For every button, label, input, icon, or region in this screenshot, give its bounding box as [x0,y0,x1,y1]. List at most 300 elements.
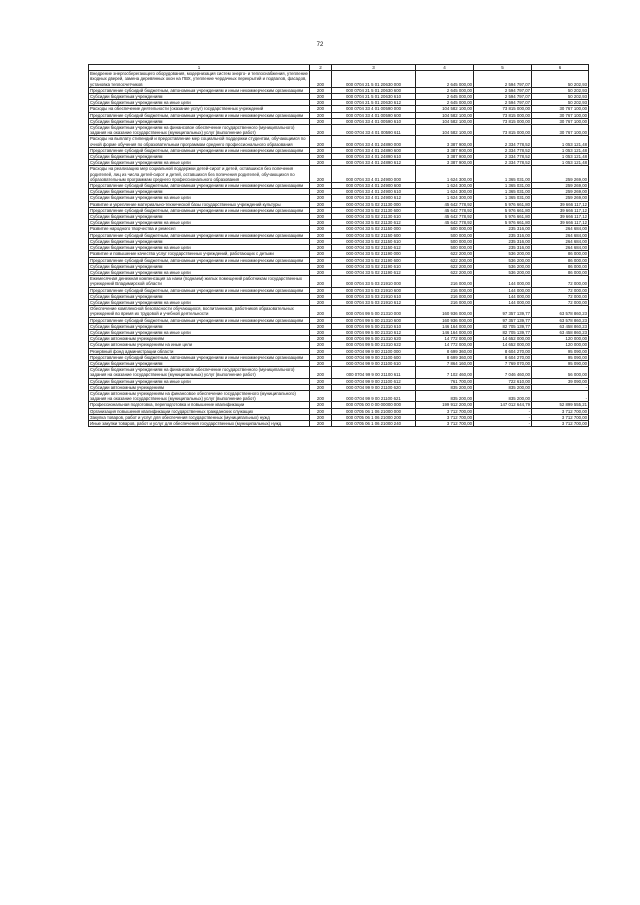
row-description: Расходы на реализацию мер социальной поддержки детей-сирот и детей, оставшихся без попечения родителей, лиц из числа детей-сирот и детей, оставшихся без попечения родителей, обучающихся по образовательным программам среднего профессионального образования [89,166,310,183]
row-unexecuted-amount: 264 684,00 [532,232,589,238]
row-code: 200 [310,329,332,335]
row-unexecuted-amount: 30 767 100,00 [532,125,589,136]
row-executed-amount: 2 334 778,52 [474,136,532,147]
row-approved-amount: 45 642 778,92 [416,214,474,220]
row-executed-amount: 835 200,00 [474,384,532,390]
row-description: Предоставление субсидий бюджетным, автономным учреждениям и иным некоммерческим организациям [89,257,310,263]
row-approved-amount: 160 936 000,00 [416,317,474,323]
row-classification-code: 000 0704 99 9 00 21100 621 [332,390,416,401]
row-code: 200 [310,420,332,426]
row-classification-code: 000 0704 99 5 00 21310 622 [332,342,416,348]
row-classification-code: 000 0704 33 4 01 24890 610 [332,154,416,160]
row-unexecuted-amount: 39 090,00 [532,378,589,384]
row-description: Субсидии бюджетным учреждениям на иные цели [89,299,310,305]
row-description: Предоставление субсидий бюджетным, автономным учреждениям и иным некоммерческим организациям [89,112,310,118]
row-unexecuted-amount: 95 090,00 [532,348,589,354]
row-code: 200 [310,245,332,251]
row-unexecuted-amount: 264 684,00 [532,238,589,244]
row-unexecuted-amount: 63 578 860,23 [532,317,589,323]
row-code: 200 [310,207,332,213]
row-code: 200 [310,87,332,93]
row-code: 200 [310,100,332,106]
row-classification-code: 000 0704 33 5 02 21150 000 [332,226,416,232]
column-header: 4 [416,65,474,71]
row-approved-amount: 216 000,00 [416,276,474,287]
row-code: 200 [310,378,332,384]
row-description: Субсидии бюджетным учреждениям на иные цели [89,195,310,201]
row-approved-amount: 761 700,00 [416,378,474,384]
row-description: Развитие и укрепление материально-технической базы государственных учреждений культуры [89,201,310,207]
row-approved-amount: 3 387 900,00 [416,147,474,153]
row-executed-amount: 82 705 139,77 [474,323,532,329]
row-description: Субсидии автономным учреждениям на иные цели [89,342,310,348]
row-approved-amount: 1 624 300,00 [416,189,474,195]
row-description: Субсидии бюджетным учреждениям на иные цели [89,378,310,384]
page-number: 72 [316,42,324,48]
row-description: Обеспечение комплексной безопасности обучающихся, воспитанников, работников образовательных учреждений во время их трудовой и учебной деятельности [89,306,310,317]
row-code: 200 [310,408,332,414]
row-code: 200 [310,136,332,147]
row-description: Предоставление субсидий бюджетным, автономным учреждениям и иным некоммерческим организациям [89,232,310,238]
row-description: Внедрение энергосберегающего оборудования, модернизация систем энерго- и теплоснабжения, утепление входных дверей, замена деревянных окон на ПВХ, утепление чердачных перекрытий и подвалов, фасадов, установка теплосчетчиков [90,71,308,87]
row-executed-amount: 536 200,00 [474,257,532,263]
row-description: Субсидии бюджетным учреждениям [89,154,310,160]
row-approved-amount: 45 642 778,92 [416,207,474,213]
row-classification-code: 000 0704 33 5 02 21190 612 [332,269,416,275]
row-executed-amount: 7 769 070,00 [474,360,532,366]
row-description: Предоставление субсидий бюджетным, автономным учреждениям и иным некоммерческим организациям [89,354,310,360]
row-executed-amount: 97 357 139,77 [474,317,532,323]
row-approved-amount: 14 772 000,00 [416,336,474,342]
row-code: 200 [310,147,332,153]
row-description: Расходы на выплату стипендий и предоставление мер социальной поддержки студентам, обучающимся по очной форме обучения по образовательным программам среднего профессионального образования [89,136,310,147]
row-description: Субсидии бюджетным учреждениям [89,263,310,269]
row-executed-amount: - [474,408,532,414]
row-approved-amount: 216 000,00 [416,299,474,305]
row-code: 200 [310,367,332,378]
row-executed-amount: 144 000,00 [474,293,532,299]
row-description: Субсидии автономным учреждениям [89,384,310,390]
row-approved-amount: 216 000,00 [416,287,474,293]
row-description: Иные закупки товаров, работ и услуг для обеспечения государственных (муниципальных) нужд [89,420,310,426]
row-classification-code: 000 0704 99 9 00 21100 000 [332,348,416,354]
row-description: Организация повышения квалификации государственных гражданских служащих [89,408,310,414]
row-executed-amount: 73 815 000,00 [474,112,532,118]
row-approved-amount: 2 645 000,00 [416,87,474,93]
row-approved-amount: 3 712 700,00 [416,408,474,414]
row-description: Предоставление субсидий бюджетным, автономным учреждениям и иным некоммерческим организациям [89,87,310,93]
row-description: Субсидии бюджетным учреждениям [89,118,310,124]
table-row [89,390,589,401]
column-header: 1 [89,65,310,71]
row-executed-amount: 1 365 031,00 [474,183,532,189]
row-classification-code: 000 0704 33 4 01 24900 612 [332,195,416,201]
table-row [89,420,589,426]
row-approved-amount: 45 642 778,92 [416,201,474,207]
row-executed-amount: 536 200,00 [474,269,532,275]
row-approved-amount: 146 164 000,00 [416,323,474,329]
row-description: Развитие и повышение качества услуг государственных учреждений, работающих с детьми [89,251,310,257]
row-approved-amount: 500 000,00 [416,226,474,232]
row-executed-amount: 97 357 139,77 [474,306,532,317]
row-executed-amount: 1 365 031,00 [474,195,532,201]
row-classification-code: 000 0704 99 5 00 21310 610 [332,323,416,329]
row-description: Субсидии бюджетным учреждениям на финансовое обеспечение государственного (муниципального) задания на оказание государственных (муниципальных) услуг (выполнение работ) [89,367,310,378]
row-unexecuted-amount: 259 269,00 [532,189,589,195]
table-body [89,65,589,427]
row-code: 200 [310,183,332,189]
row-description: Субсидии автономным учреждениям [89,336,310,342]
row-approved-amount: 3 387 900,00 [416,136,474,147]
row-classification-code: 000 0704 33 4 01 24900 000 [332,166,416,183]
row-executed-amount: 144 000,00 [474,287,532,293]
row-code: 200 [310,336,332,342]
row-unexecuted-amount: 72 000,00 [532,299,589,305]
row-code: 200 [310,402,332,408]
row-code: 200 [310,166,332,183]
row-code: 200 [310,257,332,263]
row-approved-amount: 2 645 000,00 [416,71,474,88]
row-executed-amount: - [474,414,532,420]
row-classification-code: 000 0704 99 5 00 21310 000 [332,306,416,317]
row-executed-amount: 144 000,00 [474,299,532,305]
row-approved-amount: 500 000,00 [416,232,474,238]
row-approved-amount: 622 200,00 [416,257,474,263]
column-header: 2 [310,65,332,71]
row-description: Резервный фонд администрации области [89,348,310,354]
row-unexecuted-amount: 50 202,93 [532,71,589,88]
row-unexecuted-amount: 63 578 860,23 [532,306,589,317]
row-approved-amount: 199 912 200,00 [416,402,474,408]
row-executed-amount: 144 000,00 [474,276,532,287]
row-classification-code: 000 0704 33 4 01 00590 610 [332,118,416,124]
row-unexecuted-amount: 86 000,00 [532,257,589,263]
row-unexecuted-amount: 56 000,00 [532,367,589,378]
row-code: 200 [310,214,332,220]
row-code: 200 [310,238,332,244]
row-code: 200 [310,112,332,118]
row-code: 200 [310,323,332,329]
row-code: 200 [310,348,332,354]
row-description: Расходы на обеспечение деятельности (оказание услуг) государственных учреждений [89,106,310,112]
row-classification-code: 000 0704 99 9 00 21100 612 [332,378,416,384]
row-unexecuted-amount: 39 666 117,12 [532,220,589,226]
row-approved-amount: 104 582 100,00 [416,112,474,118]
row-classification-code: 000 0704 33 5 02 21130 610 [332,214,416,220]
row-code: 200 [310,71,332,88]
row-classification-code: 000 0704 33 5 02 21150 612 [332,245,416,251]
row-classification-code: 000 0704 33 5 03 21910 612 [332,299,416,305]
row-unexecuted-amount: 1 053 121,48 [532,136,589,147]
row-approved-amount: 1 624 300,00 [416,195,474,201]
column-header: 6 [532,65,589,71]
row-code: 200 [310,299,332,305]
row-classification-code: 000 0704 33 4 01 24890 600 [332,147,416,153]
row-approved-amount: 146 164 000,00 [416,329,474,335]
row-code: 200 [310,276,332,287]
row-approved-amount: 104 582 100,00 [416,106,474,112]
row-executed-amount: 147 012 644,79 [474,402,532,408]
row-executed-amount: 7 046 460,00 [474,367,532,378]
row-classification-code: 000 0704 33 5 03 21910 600 [332,287,416,293]
row-classification-code: 000 0704 99 5 00 21310 600 [332,317,416,323]
row-unexecuted-amount: 95 090,00 [532,354,589,360]
row-classification-code: 000 0704 33 4 01 24890 612 [332,160,416,166]
row-code: 200 [310,384,332,390]
row-executed-amount: 73 815 000,00 [474,118,532,124]
row-approved-amount: 3 712 700,00 [416,414,474,420]
row-unexecuted-amount: 72 000,00 [532,287,589,293]
row-executed-amount: 5 976 661,80 [474,207,532,213]
row-description: Субсидии автономным учреждениям на финансовое обеспечение государственного (муниципального) задания на оказание государственных (муниципальных) услуг (выполнение работ) [89,390,310,401]
row-executed-amount: 14 652 000,00 [474,342,532,348]
row-executed-amount: 2 594 797,07 [474,100,532,106]
row-unexecuted-amount: 72 000,00 [532,276,589,287]
row-unexecuted-amount: 3 712 700,00 [532,414,589,420]
row-code: 200 [310,106,332,112]
row-unexecuted-amount: 39 666 117,12 [532,201,589,207]
row-code: 200 [310,201,332,207]
row-executed-amount: 2 334 778,52 [474,154,532,160]
row-unexecuted-amount: 120 000,00 [532,342,589,348]
row-classification-code: 000 0704 33 5 03 21910 610 [332,293,416,299]
row-description: Предоставление субсидий бюджетным, автономным учреждениям и иным некоммерческим организациям [89,183,310,189]
row-unexecuted-amount: 86 000,00 [532,263,589,269]
row-executed-amount: 73 815 000,00 [474,125,532,136]
row-code: 200 [310,390,332,401]
column-header: 3 [332,65,416,71]
row-executed-amount: 5 976 661,80 [474,201,532,207]
row-code: 200 [310,287,332,293]
table-row [89,276,589,287]
row-code: 200 [310,118,332,124]
row-unexecuted-amount: 1 053 121,48 [532,154,589,160]
row-unexecuted-amount: 86 000,00 [532,251,589,257]
row-code: 200 [310,414,332,420]
row-executed-amount: 536 200,00 [474,251,532,257]
row-description: Профессиональная подготовка, переподготовка и повышение квалификации [89,402,310,408]
row-description: Субсидии бюджетным учреждениям на иные цели [89,160,310,166]
row-approved-amount: 3 712 700,00 [416,420,474,426]
row-classification-code: 000 0704 21 5 01 20630 600 [332,87,416,93]
row-code: 200 [310,342,332,348]
row-approved-amount: 622 200,00 [416,263,474,269]
row-classification-code: 000 0704 33 4 01 24900 610 [332,189,416,195]
row-description: Субсидии бюджетным учреждениям [89,293,310,299]
row-approved-amount: 835 200,00 [416,390,474,401]
row-code: 200 [310,263,332,269]
row-description: Субсидии бюджетным учреждениям [89,189,310,195]
row-description: Развитие народного творчества и ремесел [89,226,310,232]
row-classification-code: 000 0704 99 9 00 21100 600 [332,354,416,360]
row-executed-amount: 73 815 000,00 [474,106,532,112]
row-unexecuted-amount: 52 899 555,21 [532,402,589,408]
row-approved-amount: 1 624 300,00 [416,166,474,183]
row-approved-amount: 104 582 100,00 [416,118,474,124]
row-executed-amount: 82 705 139,77 [474,329,532,335]
row-executed-amount: 5 976 661,80 [474,214,532,220]
row-executed-amount: 2 334 778,52 [474,147,532,153]
row-approved-amount: 7 102 460,00 [416,367,474,378]
row-code: 200 [310,226,332,232]
row-code: 200 [310,195,332,201]
row-unexecuted-amount: 39 666 117,12 [532,207,589,213]
row-approved-amount: 622 200,00 [416,269,474,275]
row-executed-amount: 235 316,00 [474,226,532,232]
row-classification-code: 000 0704 21 5 01 20630 000 [332,71,416,88]
row-unexecuted-amount: 30 767 100,00 [532,112,589,118]
row-code: 200 [310,293,332,299]
row-classification-code: 000 0704 33 4 01 00590 600 [332,112,416,118]
row-unexecuted-amount: 95 090,00 [532,360,589,366]
row-unexecuted-amount: 1 053 121,48 [532,160,589,166]
row-approved-amount: 500 000,00 [416,238,474,244]
table-row [89,125,589,136]
row-approved-amount: 500 000,00 [416,245,474,251]
row-description: Субсидии бюджетным учреждениям на иные цели [89,329,310,335]
row-classification-code: 000 0704 99 9 00 21100 611 [332,367,416,378]
row-executed-amount: 2 594 797,07 [474,94,532,100]
table-row [89,367,589,378]
row-classification-code: 000 0705 06 1 06 21000 240 [332,420,416,426]
row-executed-amount: 2 594 797,07 [474,87,532,93]
row-description: Субсидии бюджетным учреждениям [89,323,310,329]
row-approved-amount: 3 387 900,00 [416,154,474,160]
row-approved-amount: 2 645 000,00 [416,100,474,106]
row-classification-code: 000 0704 21 5 01 20630 612 [332,100,416,106]
row-executed-amount: 1 365 031,00 [474,189,532,195]
row-code: 200 [310,269,332,275]
row-executed-amount: 8 604 270,00 [474,354,532,360]
row-approved-amount: 1 624 300,00 [416,183,474,189]
row-code: 200 [310,317,332,323]
row-unexecuted-amount: 50 202,93 [532,87,589,93]
row-executed-amount: 722 610,00 [474,378,532,384]
row-code: 200 [310,232,332,238]
row-classification-code: 000 0704 33 4 01 24900 600 [332,183,416,189]
row-code: 200 [310,189,332,195]
row-description: Субсидии бюджетным учреждениям [89,214,310,220]
row-classification-code: 000 0705 06 1 06 21000 200 [332,414,416,420]
row-unexecuted-amount: 63 458 860,23 [532,329,589,335]
row-approved-amount: 14 772 000,00 [416,342,474,348]
row-unexecuted-amount: 120 000,00 [532,336,589,342]
row-classification-code: 000 0704 33 4 01 24890 000 [332,136,416,147]
row-description: Предоставление субсидий бюджетным, автономным учреждениям и иным некоммерческим организациям [89,147,310,153]
row-executed-amount: 5 976 661,80 [474,220,532,226]
row-approved-amount: 104 582 100,00 [416,125,474,136]
row-unexecuted-amount: - [532,384,589,390]
row-description: Субсидии бюджетным учреждениям [89,360,310,366]
row-description: Субсидии бюджетным учреждениям на иные цели [89,220,310,226]
budget-table [88,64,589,427]
row-classification-code: 000 0704 33 5 02 21150 600 [332,232,416,238]
row-executed-amount: 2 334 778,52 [474,160,532,166]
row-classification-code: 000 0705 00 0 00 00000 000 [332,402,416,408]
row-classification-code: 000 0704 99 5 00 21310 612 [332,329,416,335]
row-description: Субсидии бюджетным учреждениям на иные цели [89,100,310,106]
row-unexecuted-amount: 259 269,00 [532,195,589,201]
row-code: 200 [310,220,332,226]
row-unexecuted-amount: 259 269,00 [532,183,589,189]
row-description: Закупка товаров, работ и услуг для обеспечения государственных (муниципальных) нужд [89,414,310,420]
row-code: 200 [310,125,332,136]
row-description: Субсидии бюджетным учреждениям на иные цели [89,269,310,275]
row-description: Предоставление субсидий бюджетным, автономным учреждениям и иным некоммерческим организациям [89,287,310,293]
row-approved-amount: 8 699 360,00 [416,348,474,354]
table-row [89,306,589,317]
row-approved-amount: 835 200,00 [416,384,474,390]
row-classification-code: 000 0704 21 5 01 20630 610 [332,94,416,100]
row-executed-amount: 235 316,00 [474,232,532,238]
row-unexecuted-amount: 264 684,00 [532,226,589,232]
row-unexecuted-amount: 72 000,00 [532,293,589,299]
row-unexecuted-amount: 3 712 700,00 [532,408,589,414]
row-unexecuted-amount: 39 666 117,12 [532,214,589,220]
row-executed-amount: 2 594 797,07 [474,71,532,88]
row-executed-amount: 536 200,00 [474,263,532,269]
row-executed-amount: 835 200,00 [474,390,532,401]
row-code: 200 [310,360,332,366]
row-description: Субсидии бюджетным учреждениям [89,238,310,244]
row-code: 200 [310,154,332,160]
row-approved-amount: 216 000,00 [416,293,474,299]
row-unexecuted-amount: - [532,390,589,401]
row-executed-amount: 14 652 000,00 [474,336,532,342]
row-code: 200 [310,94,332,100]
row-classification-code: 000 0704 33 4 01 00590 000 [332,106,416,112]
row-executed-amount: - [474,420,532,426]
row-unexecuted-amount: 3 712 700,00 [532,420,589,426]
row-approved-amount: 45 642 778,92 [416,220,474,226]
row-classification-code: 000 0704 33 5 02 21130 612 [332,220,416,226]
row-classification-code: 000 0704 33 4 01 00590 611 [332,125,416,136]
row-approved-amount: 3 387 900,00 [416,160,474,166]
column-header: 5 [474,65,532,71]
row-classification-code: 000 0704 99 9 00 21100 620 [332,384,416,390]
row-unexecuted-amount: 30 767 100,00 [532,106,589,112]
row-executed-amount: 1 365 031,00 [474,166,532,183]
row-classification-code: 000 0704 33 5 02 21190 610 [332,263,416,269]
table-row [89,136,589,147]
row-classification-code: 000 0704 33 5 03 21910 000 [332,276,416,287]
row-executed-amount: 8 604 270,00 [474,348,532,354]
table-row [89,71,589,88]
row-executed-amount: 235 316,00 [474,238,532,244]
row-executed-amount: 235 316,00 [474,245,532,251]
row-classification-code: 000 0704 33 5 02 21190 600 [332,257,416,263]
row-classification-code: 000 0704 99 9 00 21100 610 [332,360,416,366]
row-description: Субсидии бюджетным учреждениям на финансовое обеспечение государственного (муниципального) задания на оказание государственных (муниципальных) услуг (выполнение работ) [89,125,310,136]
row-approved-amount: 160 936 000,00 [416,306,474,317]
row-approved-amount: 8 699 360,00 [416,354,474,360]
row-code: 200 [310,160,332,166]
row-code: 200 [310,306,332,317]
row-description: Предоставление субсидий бюджетным, автономным учреждениям и иным некоммерческим организациям [89,317,310,323]
row-code: 200 [310,354,332,360]
row-approved-amount: 7 864 160,00 [416,360,474,366]
row-classification-code: 000 0705 06 1 06 21000 000 [332,408,416,414]
row-unexecuted-amount: 50 202,93 [532,94,589,100]
row-unexecuted-amount: 259 269,00 [532,166,589,183]
row-code: 200 [310,251,332,257]
row-unexecuted-amount: 50 202,93 [532,100,589,106]
row-description: Субсидии бюджетным учреждениям на иные цели [89,245,310,251]
row-classification-code: 000 0704 99 5 00 21310 620 [332,336,416,342]
row-unexecuted-amount: 63 458 860,23 [532,323,589,329]
row-classification-code: 000 0704 33 5 02 21150 610 [332,238,416,244]
row-unexecuted-amount: 264 684,00 [532,245,589,251]
